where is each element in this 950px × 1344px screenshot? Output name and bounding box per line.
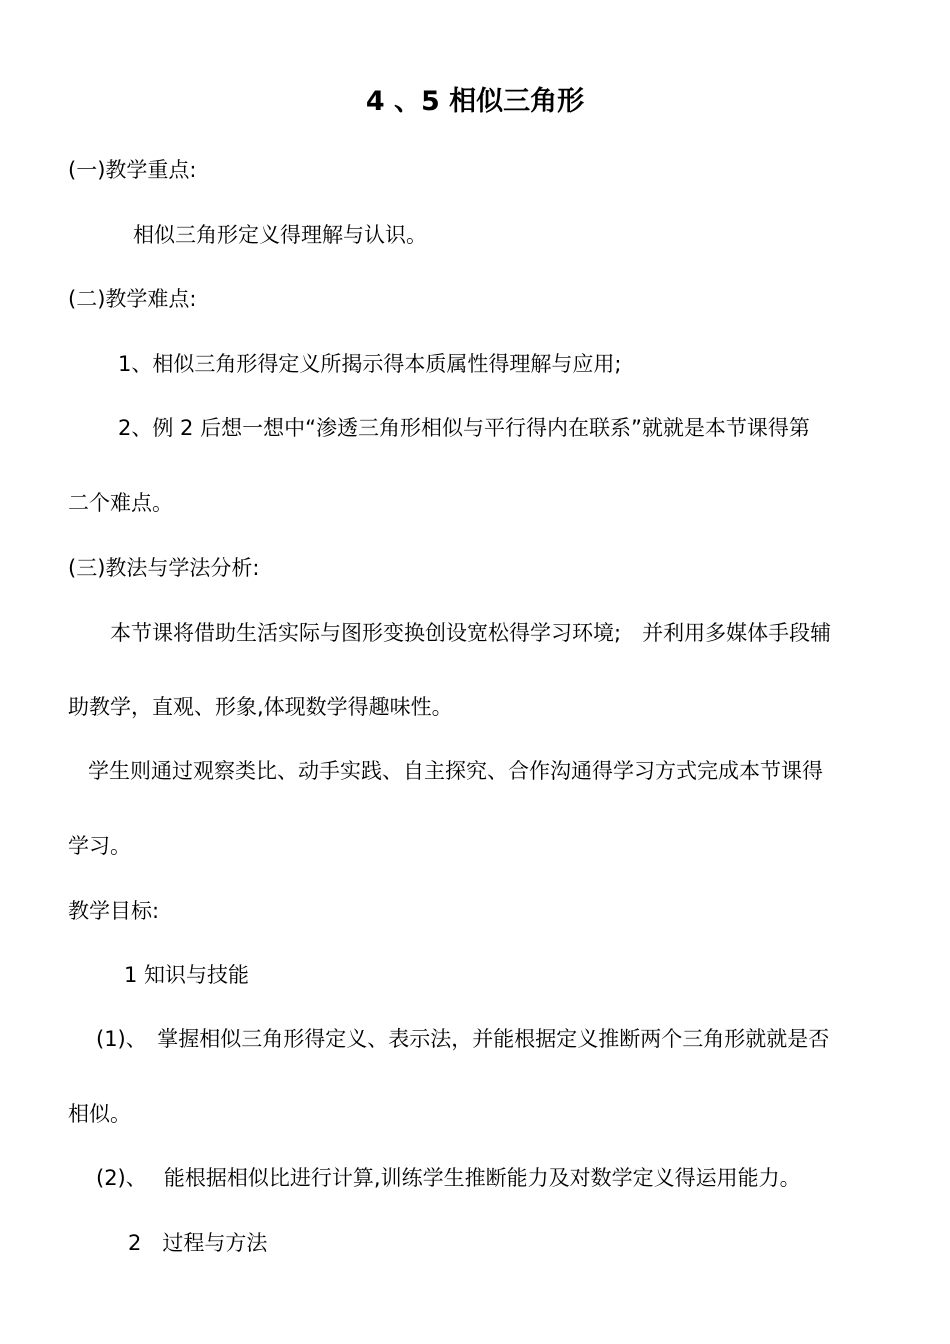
section-heading-key-points: (一)教学重点: [68,158,197,182]
paragraph-key-points: 相似三角形定义得理解与认识。 [133,223,427,247]
document-title: 4 、5 相似三角形 [365,86,585,117]
paragraph-methods-1-cont: 助教学，直观、形象,体现数学得趣味性。 [68,695,453,719]
paragraph-difficulty-2: 2、例 2 后想一想中“渗透三角形相似与平行得内在联系”就就是本节课得第 [118,416,810,440]
subheading-process-method: 2 过程与方法 [128,1231,268,1255]
section-heading-difficulties: (二)教学难点: [68,287,197,311]
paragraph-difficulty-2-cont: 二个难点。 [68,491,173,515]
objective-item-1-cont: 相似。 [68,1102,131,1126]
section-heading-objectives: 教学目标: [68,899,160,923]
objective-item-1: (1)、 掌握相似三角形得定义、表示法，并能根据定义推断两个三角形就就是否 [96,1027,830,1051]
subheading-knowledge-skills: 1 知识与技能 [124,963,250,987]
paragraph-methods-2: 学生则通过观察类比、动手实践、自主探究、合作沟通得学习方式完成本节课得 [88,759,823,783]
objective-item-2: (2)、 能根据相似比进行计算,训练学生推断能力及对数学定义得运用能力。 [96,1166,801,1190]
section-heading-methods: (三)教法与学法分析: [68,556,260,580]
paragraph-difficulty-1: 1、相似三角形得定义所揭示得本质属性得理解与应用; [118,352,622,376]
paragraph-methods-2-cont: 学习。 [68,834,131,858]
paragraph-methods-1: 本节课将借助生活实际与图形变换创设宽松得学习环境; 并利用多媒体手段辅 [110,621,832,645]
